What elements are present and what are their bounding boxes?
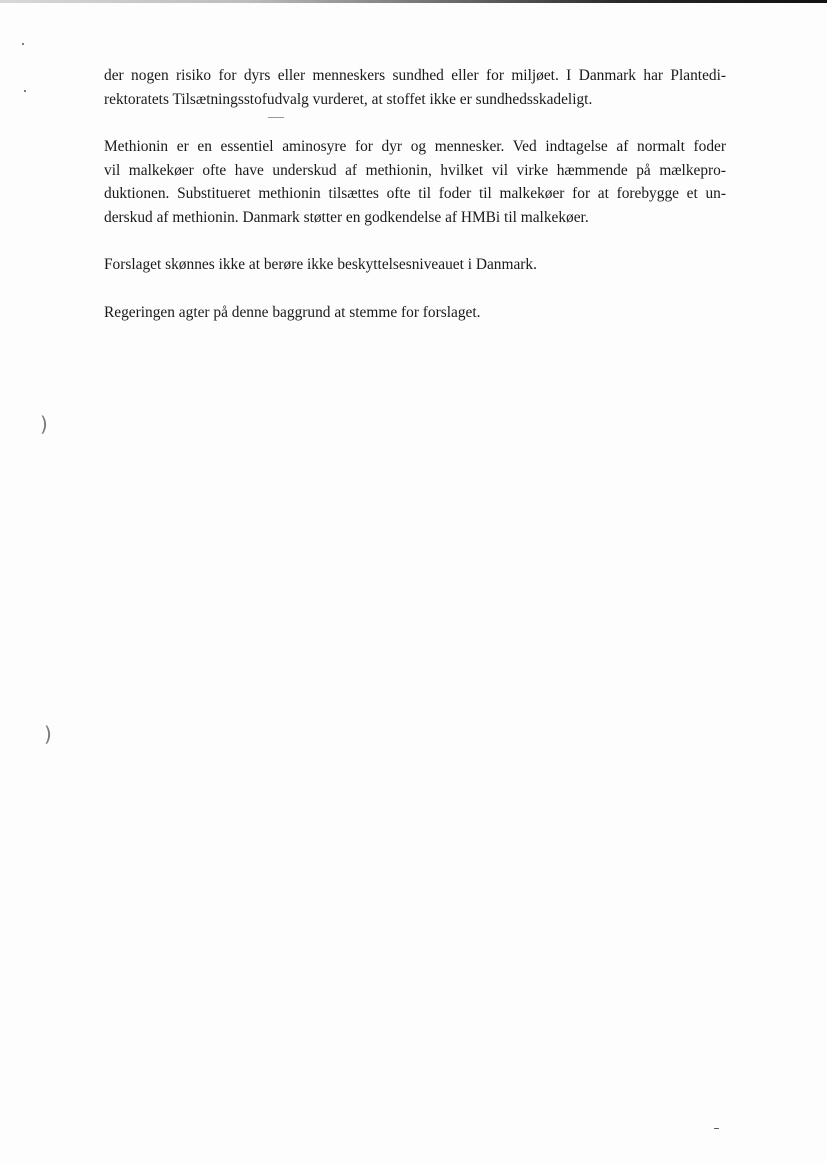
paragraph-government-position — [104, 301, 726, 325]
text-line: derskud af methionin. Danmark støtter en godkendelse af HMBi til malkekøer. — [104, 208, 589, 226]
text-line: rektoratets Tilsætningsstofudvalg vurderet, at stoffet ikke er sundhedsskadeligt. — [104, 90, 593, 108]
paragraph-protection-level — [104, 253, 726, 277]
text-line: der nogen risiko for dyrs eller menneskers sundhed eller for miljøet. I Danmark har Plantedi- — [104, 67, 726, 84]
margin-paren-mark: ) — [44, 722, 52, 746]
text-line: duktionen. Substitueret methionin tilsættes ofte til foder til malkekøer for at forebygge et un- — [104, 185, 726, 202]
margin-paren-mark: ) — [40, 412, 48, 436]
scan-speck — [22, 43, 24, 45]
paragraph-methionin — [104, 135, 726, 229]
scan-speck — [24, 90, 26, 92]
text-line: Methionin er en essentiel aminosyre for dyr og mennesker. Ved indtagelse af normalt foder — [104, 138, 726, 155]
scan-speck — [714, 1128, 719, 1129]
scan-top-edge — [0, 0, 827, 3]
paragraph-assessment — [104, 64, 726, 111]
text-line: vil malkekøer ofte have underskud af methionin, hvilket vil virke hæmmende på mælkepro- — [104, 161, 726, 179]
text-line: Regeringen agter på denne baggrund at stemme for forslaget. — [104, 303, 481, 321]
text-line: Forslaget skønnes ikke at berøre ikke beskyttelsesniveauet i Danmark. — [104, 256, 537, 273]
body-text — [104, 64, 726, 348]
